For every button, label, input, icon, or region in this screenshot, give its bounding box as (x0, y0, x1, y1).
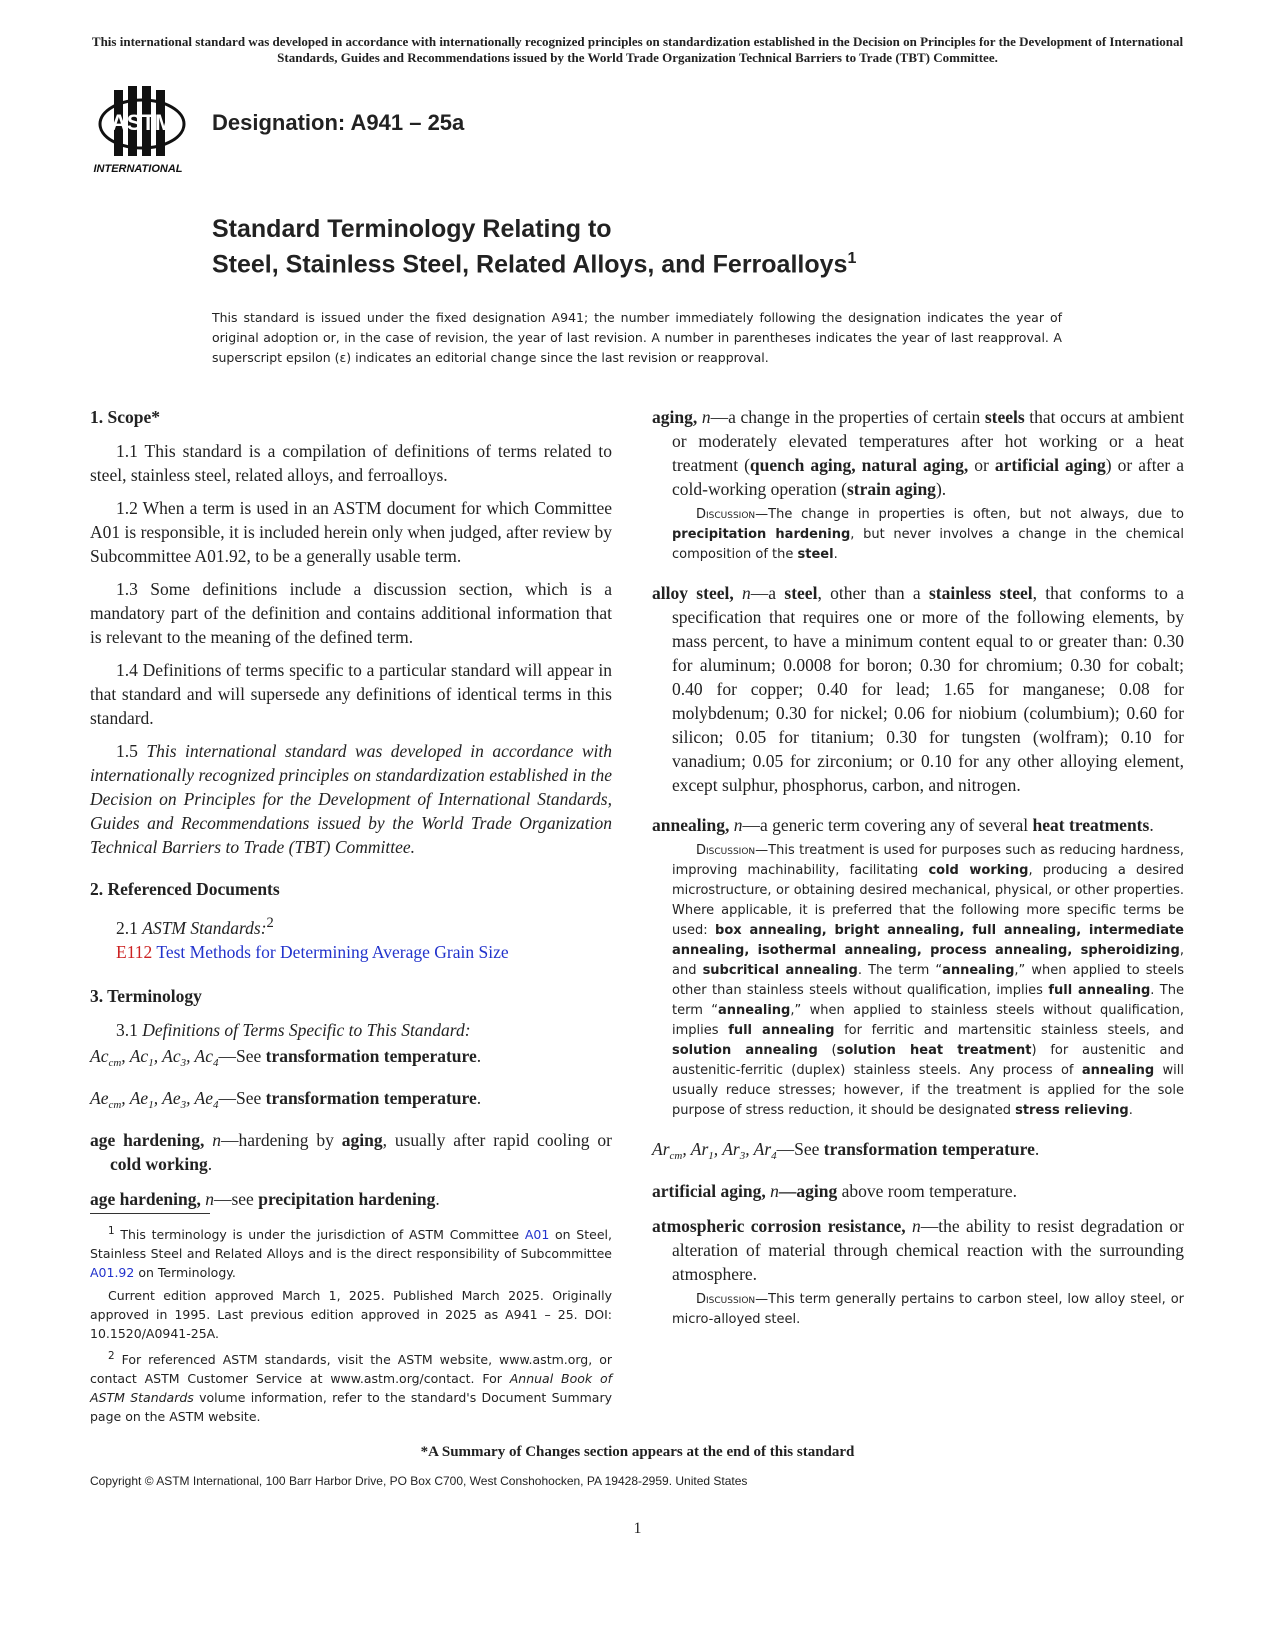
term-alloy-steel: alloy steel, n—a steel, other than a stainless steel, that conforms to a specification that requires one or more of the following elements, by mass percent, to have a minimum content equal to or greater than: 0.30 for aluminum; 0.0008 for boron; 0.30 for chromium; 0.30 for cobalt; 0.40 for copper; 0.40 for lead; 1.65 for manganese; 0.08 for molybdenum; 0.30 for nickel; 0.06 for niobium (columbium); 0.60 for silicon; 0.05 for titanium; 0.30 for tungsten (wolfram); 0.10 for vanadium; 0.05 for zirconium; or 0.10 for any other alloying element, except sulphur, phosphorus, carbon, and nitrogen. (652, 583, 1185, 795)
logo-wordmark: INTERNATIONAL (93, 163, 183, 175)
footnote-1-edition: Current edition approved March 1, 2025. Published March 2025. Originally approved in 1995. Last previous edition approved in 2025 as A941 – 25. DOI: 10.1520/A0941-25A. (90, 1288, 612, 1342)
footnote-1: $^1$ This terminology is under the jurisdiction of ASTM Committee A01 on Steel, Stainless Steel and Related Alloys and is the direct responsibility of Subcommittee A01.92 on Terminology. (90, 1225, 612, 1281)
logo-letters: ASTM (110, 110, 174, 135)
title-line1: Standard Terminology Relating to (212, 215, 612, 243)
footnotes (90, 1222, 612, 1430)
section-2-1: 2.1 ASTM Standards:$^2$ (116, 915, 274, 938)
term-age-hardening-1: age hardening, n—hardening by aging, usually after rapid cooling or cold working. (90, 1129, 613, 1174)
term-annealing: annealing, n—a generic term covering any of several heat treatments. (652, 815, 1154, 835)
annealing-discussion: Discussion—This treatment is used for purposes such as reducing hardness, improving machinability, facilitating cold working, producing a desired microstructure, or obtaining desired mechanical, physical, or other properties. Where applicable, it is preferred that the following more specific terms be used: box annealing, bright annealing, full annealing, intermediate annealing, isothermal annealing, process annealing, spheroidizing, and subcritical annealing. The term “annealing,” when applied to steels other than stainless steels without qualification, implies full annealing. The term “annealing,” when applied to stainless steels without qualification, implies full annealing for ferritic and martensitic stainless steels, and solution annealing (solution heat treatment) for austenitic and austenitic-ferritic (duplex) stainless steels. Any process of annealing will usually reduce stresses; however, if the treatment is applied for the sole purpose of stress reduction, it should be designated stress relieving. (672, 843, 1185, 1118)
issuance-note: This standard is issued under the fixed designation A941; the number immediately following the designation indicates the year of original adoption or, in the case of revision, the year of last revision. A number in parentheses indicates the year of last reapproval. A superscript epsilon (ε) indicates an editorial change since the last revision or reapproval. (212, 310, 1062, 365)
footnote-2-ref[interactable]: 2 (266, 915, 274, 931)
e112-title-link[interactable]: Test Methods for Determining Average Grain Size (156, 941, 509, 962)
right-column (652, 405, 1184, 1346)
term-ae: $Ae_{cm}$, $Ae_1$, $Ae_3$, $Ae_4—See$ transformation temperature. (90, 1087, 482, 1111)
term-artificial-aging: artificial aging, n—aging above room temperature. (652, 1181, 1018, 1201)
left-column (90, 405, 612, 1222)
section-1-1: 1.1 This standard is a compilation of definitions of terms related to steel, stainless steel, related alloys, and ferroalloys. (90, 441, 612, 485)
a01-92-link[interactable]: A01.92 (90, 1265, 135, 1281)
term-ar: $Ar_{cm}$, $Ar_1$, $Ar_3$, $Ar_4—See$ transformation temperature. (652, 1139, 1040, 1162)
scope-heading: 1. Scope* (90, 407, 160, 427)
astm-logo-mark (90, 84, 195, 176)
term-age-hardening-2: age hardening, n—see precipitation hardening. (90, 1188, 440, 1209)
page-number: 1 (633, 1520, 642, 1537)
term-ac: $Ac_{cm}$, $Ac_1$, $Ac_3$, $Ac_4—See$ transformation temperature. (90, 1045, 482, 1069)
page-title (212, 214, 856, 279)
section-1-2: 1.2 When a term is used in an ASTM document for which Committee A01 is responsible, it is included herein only when judged, after review by Subcommittee A01.92, to be a generally usable term. (90, 498, 612, 566)
section-1-5: 1.5 This international standard was developed in accordance with internationally recognized principles on standardization established in the Decision on Principles for the Development of International Standards, Guides and Recommendations issued by the World Trade Organization Technical Barriers to Trade (TBT) Committee. (90, 741, 613, 857)
e112-code-link[interactable]: E112 (116, 941, 153, 962)
a01-link[interactable]: A01 (524, 1227, 550, 1243)
copyright: Copyright © ASTM International, 100 Barr Harbor Drive, PO Box C700, West Conshohocken, PA 19428-2959. United States (90, 1474, 748, 1488)
referenced-docs-heading: 2. Referenced Documents (90, 879, 280, 899)
aging-discussion: Discussion—The change in properties is often, but not always, due to precipitation hardening, but never involves a change in the chemical composition of the steel. (672, 507, 1184, 562)
section-1-3: 1.3 Some definitions include a discussion section, which is a mandatory part of the definition and contains additional information that is relevant to the meaning of the defined term. (90, 579, 612, 647)
footnote-2: $^2$ For referenced ASTM standards, visit the ASTM website, www.astm.org, or contact ASTM Customer Service at www.astm.org/contact. For Annual Book of ASTM Standards volume information, refer to the standard's Document Summary page on the ASTM website. (90, 1350, 612, 1425)
header-note: This international standard was developed in accordance with internationally recognized principles on standardization established in the Decision on Principles for the Development of International Standards, Guides and Recommendations issued by the World Trade Organization Technical Barriers to Trade (TBT) Committee. (91, 34, 1184, 65)
title-footnote-ref[interactable]: 1 (847, 250, 857, 267)
e112-reference (90, 940, 612, 964)
section-1-4: 1.4 Definitions of terms specific to a particular standard will appear in that standard and will supersede any definitions of identical terms in this standard. (90, 660, 612, 728)
astm-logo (90, 84, 195, 176)
title-line2: Steel, Stainless Steel, Related Alloys, and Ferroalloys (212, 250, 848, 279)
atmospheric-discussion: Discussion—This term generally pertains to carbon steel, low alloy steel, or micro-alloyed steel. (672, 1292, 1184, 1327)
term-aging: aging, n—a change in the properties of certain steels that occurs at ambient or moderately elevated temperatures after hot working or a heat treatment (quench aging, natural aging, or artificial aging) or after a cold-working operation (strain aging). (652, 407, 1185, 499)
designation: Designation: A941 – 25a (212, 110, 465, 135)
section-3-1: 3.1 Definitions of Terms Specific to This Standard: (116, 1019, 471, 1040)
term-atmospheric-corrosion-resistance: atmospheric corrosion resistance, n—the ability to resist degradation or alteration of material through chemical reaction with the surrounding atmosphere. (652, 1216, 1184, 1284)
terminology-heading: 3. Terminology (90, 985, 202, 1006)
footnote-rule (90, 1213, 210, 1214)
summary-of-changes-note: *A Summary of Changes section appears at the end of this standard (420, 1444, 855, 1460)
